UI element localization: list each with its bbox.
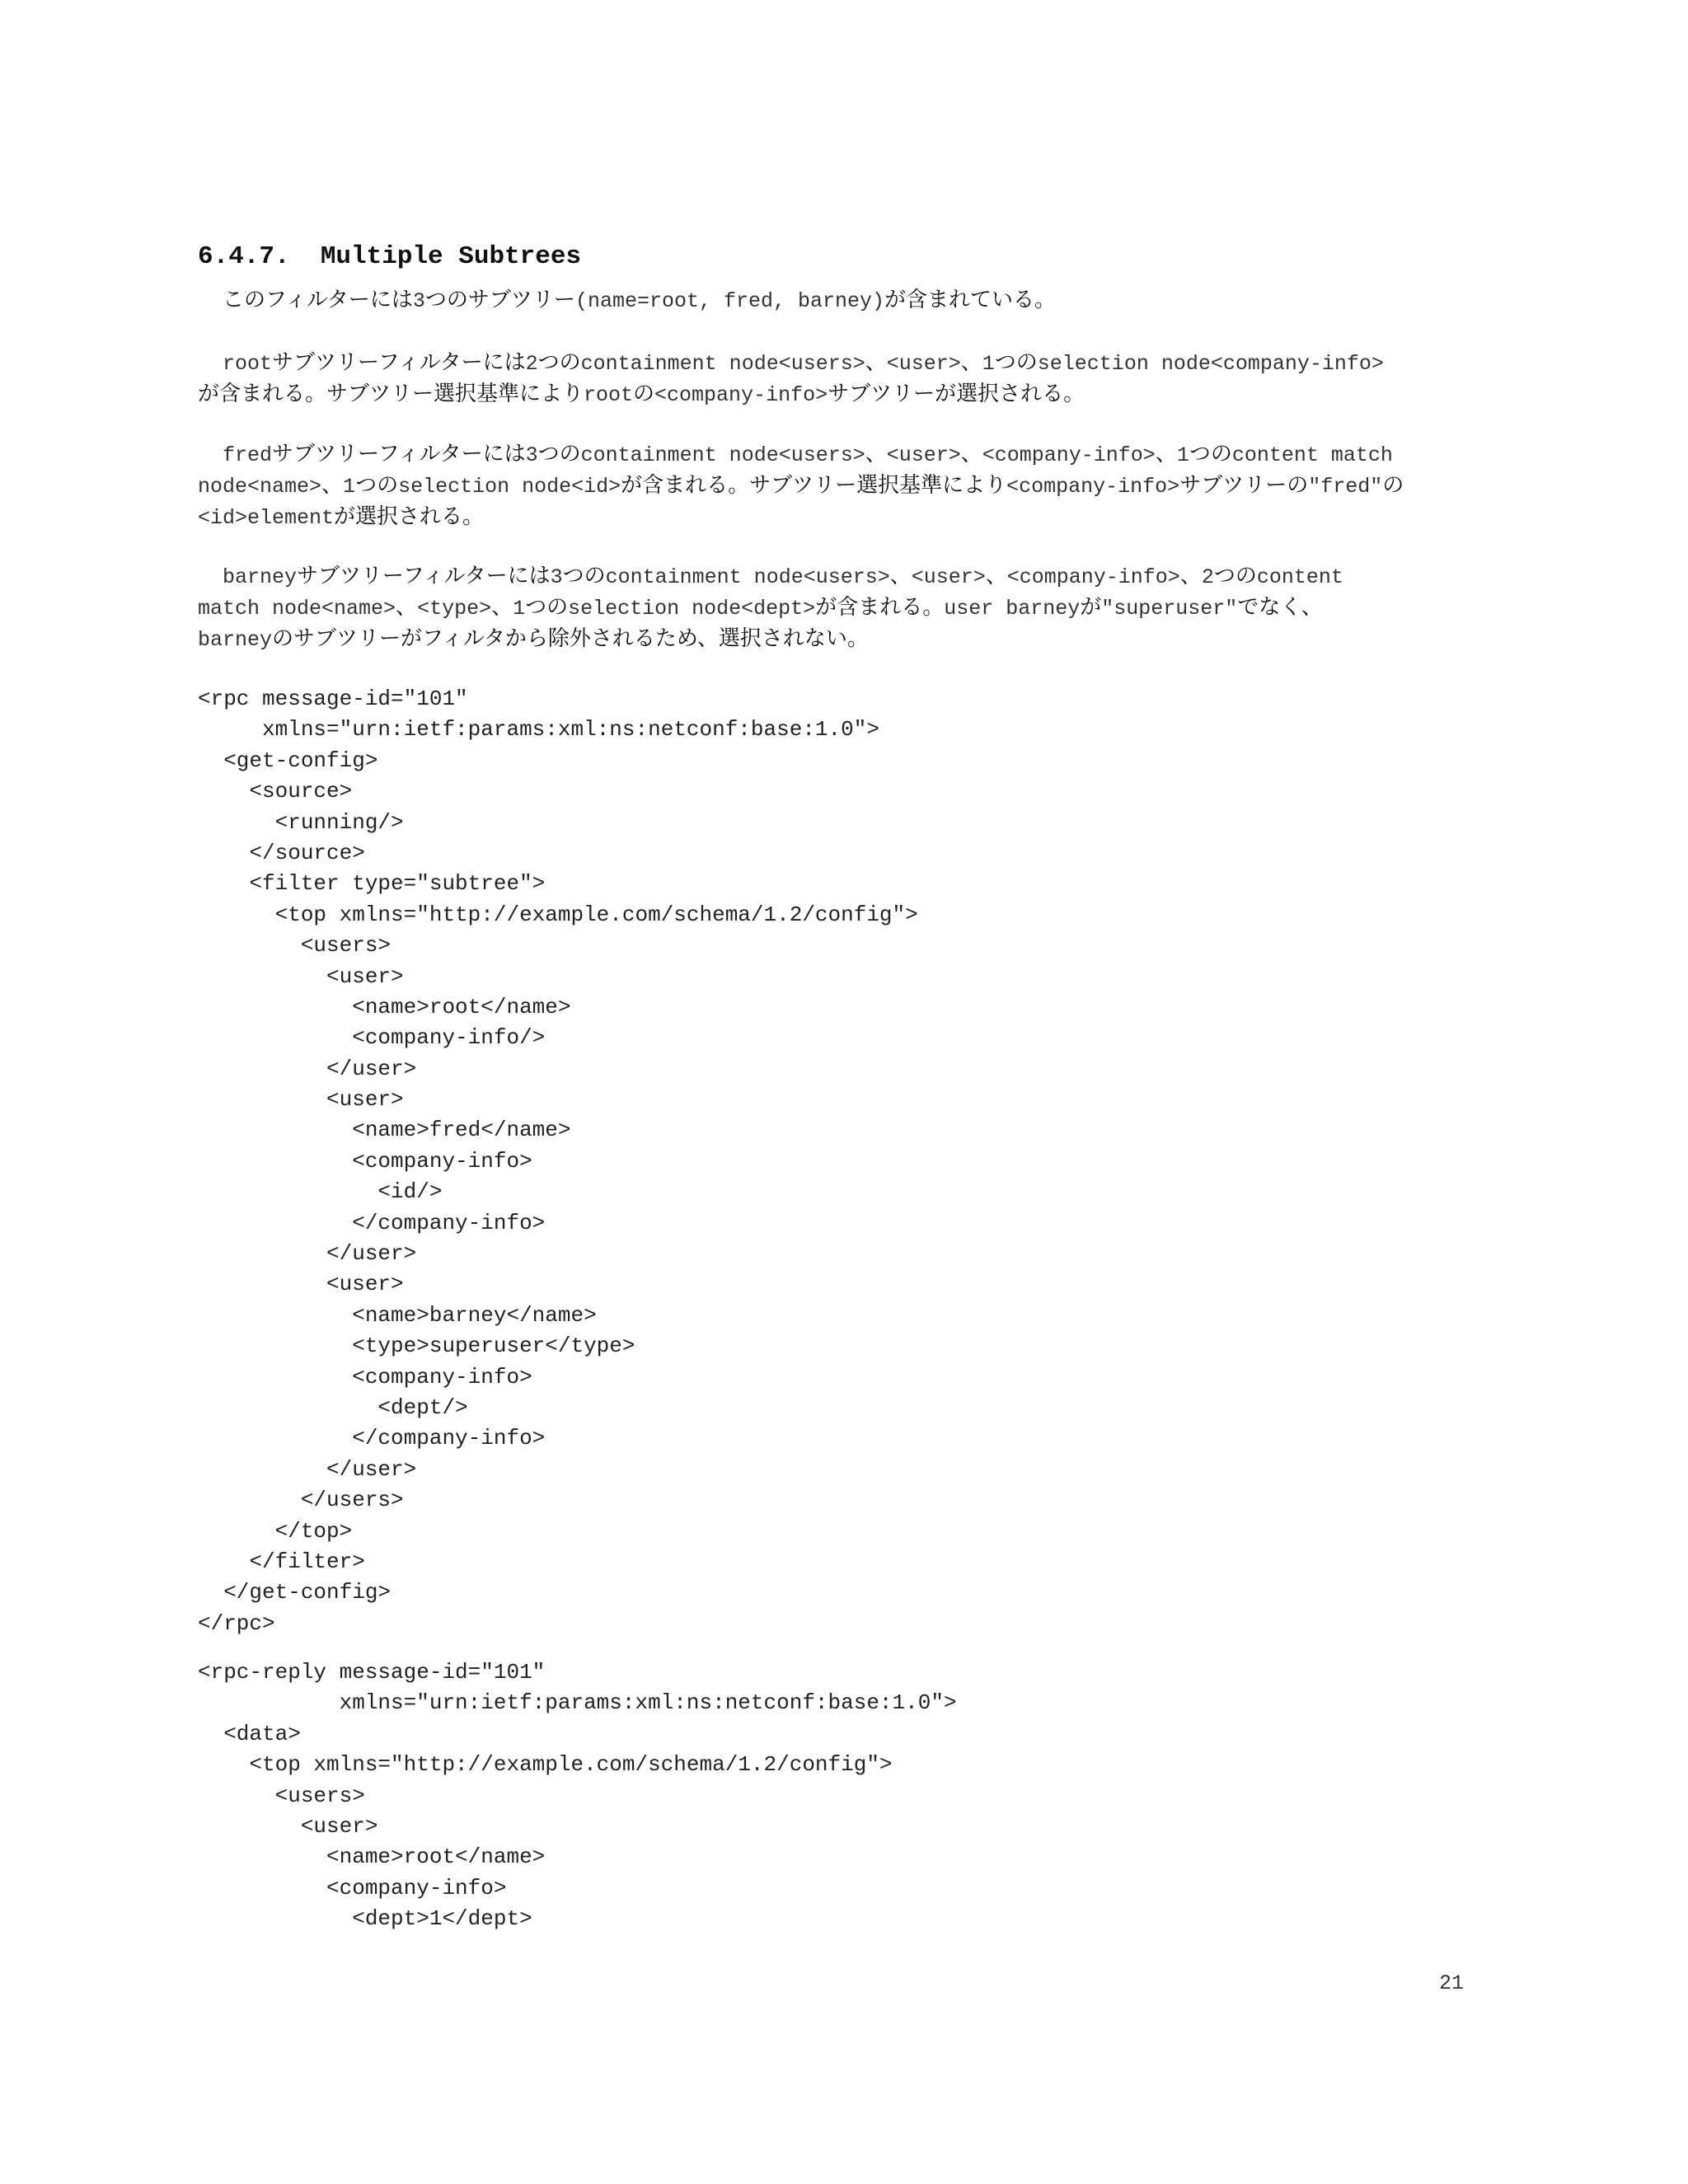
code-text: <type>	[417, 597, 492, 621]
paragraph-line	[198, 624, 1484, 655]
code-text: <id>element	[198, 506, 335, 530]
japanese-text: 、	[491, 595, 513, 620]
code-line: <dept>1</dept>	[198, 1906, 532, 1932]
code-text: user barney	[944, 597, 1081, 621]
japanese-text: 、	[865, 350, 887, 375]
code-text: node<name>	[198, 475, 322, 499]
paragraph-line	[198, 439, 1484, 471]
code-text: 1	[513, 597, 526, 621]
indent	[198, 352, 223, 376]
code-line: </filter>	[198, 1549, 365, 1574]
code-line: <users>	[198, 933, 392, 958]
code-line: <company-info>	[198, 1148, 532, 1174]
code-text: root	[223, 352, 273, 376]
code-line: <running/>	[198, 809, 404, 835]
code-text: 3	[550, 565, 563, 589]
indent	[198, 289, 223, 313]
code-text: content	[1256, 565, 1343, 589]
code-line: <dept/>	[198, 1394, 468, 1420]
code-line: xmlns="urn:ietf:params:xml:ns:netconf:base:1.0">	[198, 717, 879, 743]
code-text: containment node<users>	[605, 565, 890, 589]
code-line: <type>superuser</type>	[198, 1333, 635, 1359]
code-text: 3	[412, 289, 425, 313]
code-text: match node<name>	[198, 597, 396, 621]
code-text: content match	[1231, 443, 1393, 467]
code-line: <rpc message-id="101"	[198, 687, 468, 711]
japanese-text: 、	[960, 350, 982, 375]
paragraph-line	[198, 502, 1484, 533]
code-line: <user>	[198, 963, 404, 989]
indent	[198, 443, 223, 467]
japanese-text: の	[633, 382, 655, 406]
code-line: </get-config>	[198, 1580, 392, 1605]
japanese-text: 、	[321, 473, 344, 498]
japanese-text: でなく、	[1237, 595, 1323, 620]
japanese-text: が含まれる。	[815, 595, 945, 620]
japanese-text: つの	[525, 595, 569, 620]
japanese-text: が含まれる。サブツリー選択基準により	[198, 382, 584, 406]
japanese-text: 、	[865, 442, 887, 466]
code-text: <user>	[886, 443, 961, 467]
japanese-text: つの	[537, 350, 581, 375]
paragraph-fred-subtree	[198, 439, 1484, 533]
code-text: barney	[198, 628, 273, 652]
paragraph-line	[198, 471, 1484, 502]
code-text: selection node<company-info>	[1037, 352, 1384, 376]
japanese-text: つの	[1189, 442, 1232, 466]
code-text: root	[584, 383, 634, 407]
code-line: </top>	[198, 1518, 353, 1544]
code-text: barney	[223, 565, 298, 589]
code-line: <name>root</name>	[198, 1844, 546, 1870]
code-text: selection node<id>	[398, 475, 621, 499]
code-line: </user>	[198, 1056, 417, 1081]
code-text: <user>	[911, 565, 986, 589]
japanese-text: 、	[1155, 442, 1177, 466]
japanese-text: の	[1382, 473, 1404, 498]
paragraph-line	[198, 379, 1484, 410]
code-line: </user>	[198, 1241, 417, 1267]
indent	[198, 565, 223, 589]
code-text: fred	[223, 443, 273, 467]
code-text: <company-info>	[654, 383, 828, 407]
code-text: "fred"	[1308, 475, 1383, 499]
section-heading: 6.4.7. Multiple Subtrees	[198, 242, 582, 271]
code-line: <get-config>	[198, 748, 378, 773]
japanese-text: が含まれる。サブツリー選択基準により	[621, 473, 1007, 498]
japanese-text: つの	[994, 350, 1038, 375]
japanese-text: 、	[985, 564, 1007, 588]
code-line: <name>barney</name>	[198, 1302, 597, 1328]
code-text: <company-info>	[982, 443, 1156, 467]
code-line: <user>	[198, 1813, 378, 1839]
page-number: 21	[1439, 1971, 1465, 1995]
code-block-rpc-reply	[198, 1657, 957, 1935]
paragraph-root-subtree	[198, 348, 1484, 410]
japanese-text: が含まれている。	[884, 288, 1057, 312]
japanese-text: サブツリーフィルターには	[297, 564, 551, 588]
code-text: containment node<users>	[580, 352, 865, 376]
code-line: <top xmlns="http://example.com/schema/1.2/config">	[198, 1752, 893, 1778]
japanese-text: つの	[537, 442, 581, 466]
japanese-text: サブツリーの	[1179, 473, 1309, 498]
japanese-text: 、	[1179, 564, 1202, 588]
japanese-text: 、	[960, 442, 982, 466]
code-text: 2	[1201, 565, 1214, 589]
japanese-text: が選択される。	[334, 504, 485, 529]
code-line: </company-info>	[198, 1210, 546, 1235]
code-line: <data>	[198, 1721, 301, 1746]
code-text: 2	[525, 352, 538, 376]
japanese-text: サブツリーフィルターには	[272, 442, 526, 466]
japanese-text: つのサブツリー	[424, 288, 575, 312]
paragraph-intro	[198, 285, 1484, 316]
paragraph-line	[198, 593, 1484, 624]
code-line: <id/>	[198, 1179, 443, 1205]
code-line: <company-info>	[198, 1875, 507, 1900]
japanese-text: このフィルターには	[223, 288, 413, 312]
code-line: <top xmlns="http://example.com/schema/1.2/config">	[198, 902, 918, 927]
code-line: xmlns="urn:ietf:params:xml:ns:netconf:base:1.0">	[198, 1690, 957, 1716]
code-text: 3	[525, 443, 538, 467]
japanese-text: 、	[889, 564, 912, 588]
paragraph-line	[198, 285, 1484, 316]
japanese-text: サブツリーが選択される。	[828, 382, 1085, 406]
code-line: <company-info/>	[198, 1025, 546, 1051]
code-text: containment node<users>	[580, 443, 865, 467]
japanese-text: つの	[355, 473, 399, 498]
japanese-text: サブツリーフィルターには	[272, 350, 526, 375]
code-line: </user>	[198, 1456, 417, 1482]
code-line: <user>	[198, 1272, 404, 1297]
code-text: selection node<dept>	[568, 597, 816, 621]
code-line: <company-info>	[198, 1364, 532, 1390]
code-block-rpc-request	[198, 684, 918, 1639]
code-line: <name>fred</name>	[198, 1118, 571, 1143]
code-line: <name>root</name>	[198, 994, 571, 1019]
code-text: 1	[1176, 443, 1189, 467]
japanese-text: のサブツリーがフィルタから除外されるため、選択されない。	[272, 626, 869, 651]
code-line: <user>	[198, 1087, 404, 1113]
code-line: </users>	[198, 1488, 404, 1513]
japanese-text: が	[1080, 595, 1102, 620]
japanese-text: つの	[562, 564, 606, 588]
code-text: <company-info>	[1006, 475, 1180, 499]
japanese-text: 、	[396, 595, 418, 620]
code-text: 1	[343, 475, 356, 499]
code-line: </company-info>	[198, 1426, 546, 1451]
code-line: <filter type="subtree">	[198, 871, 546, 897]
code-text: <company-info>	[1006, 565, 1180, 589]
code-line: <users>	[198, 1783, 365, 1808]
code-text: <user>	[886, 352, 961, 376]
paragraph-line	[198, 561, 1484, 593]
japanese-text: つの	[1213, 564, 1257, 588]
code-line: <rpc-reply message-id="101"	[198, 1660, 546, 1685]
paragraph-line	[198, 348, 1484, 379]
code-line: <source>	[198, 779, 353, 804]
code-line: </rpc>	[198, 1610, 275, 1636]
code-text: (name=root, fred, barney)	[574, 289, 884, 313]
paragraph-barney-subtree	[198, 561, 1484, 655]
code-text: "superuser"	[1101, 597, 1238, 621]
code-line: </source>	[198, 840, 365, 865]
code-text: 1	[982, 352, 995, 376]
